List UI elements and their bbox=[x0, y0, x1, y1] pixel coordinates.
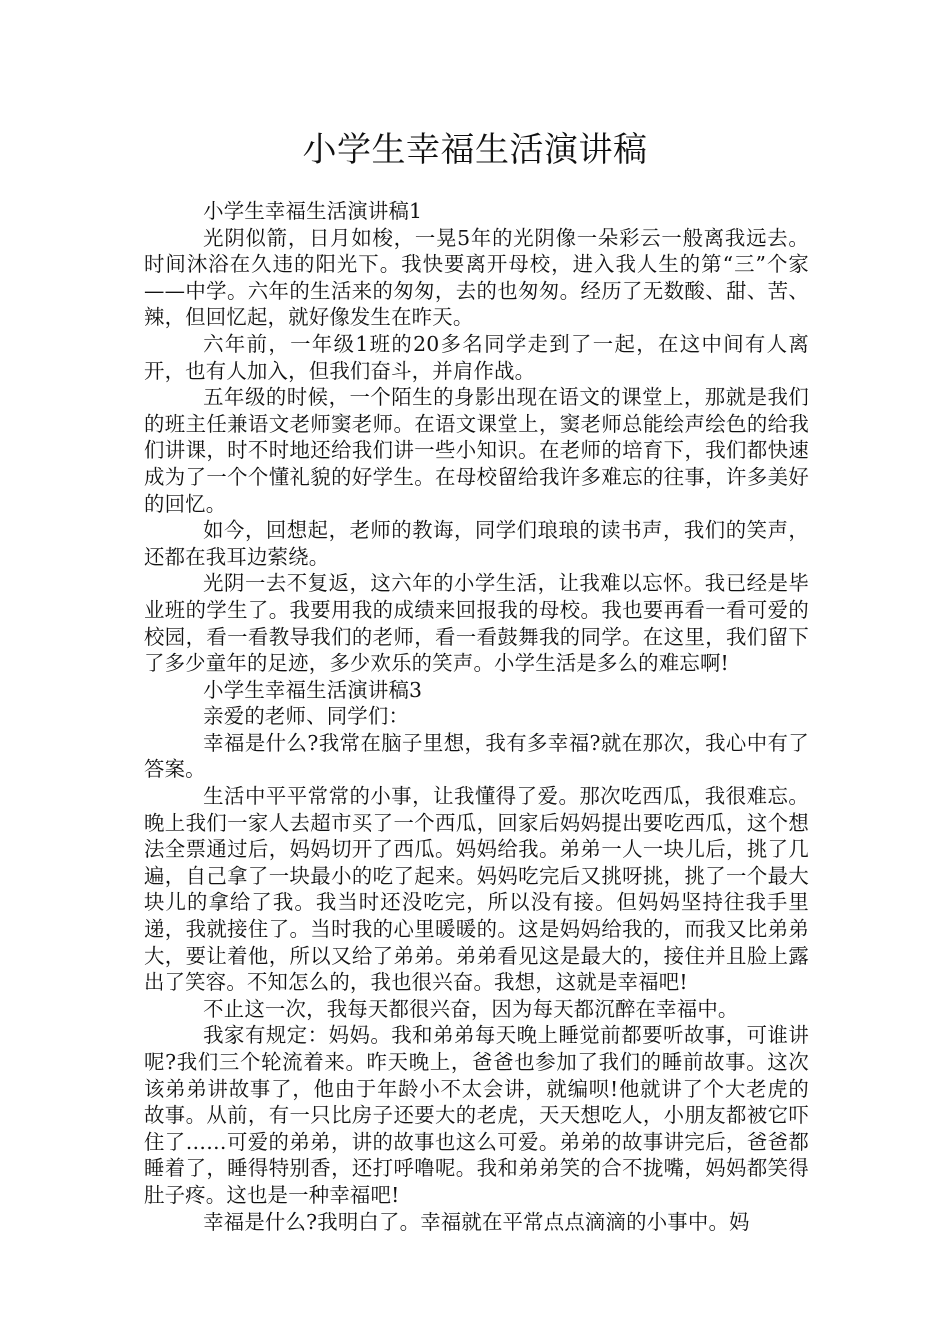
paragraph: 光阴似箭，日月如梭，一晃5年的光阴像一朵彩云一般离我远去。时间沐浴在久违的阳光下。我快要离开母校，进入我人生的第“三”个家——中学。六年的生活来的匆匆，去的也匆匆。经历了无数酸、甜、苦、辣，但回忆起，就好像发生在昨天。 bbox=[144, 225, 809, 330]
paragraph: 不止这一次，我每天都很兴奋，因为每天都沉醉在幸福中。 bbox=[203, 996, 739, 1021]
section-heading: 小学生幸福生活演讲稿1 bbox=[203, 199, 423, 223]
paragraph: 六年前，一年级1班的20多名同学走到了一起，在这中间有人离开，也有人加入，但我们奋斗，并肩作战。 bbox=[144, 331, 809, 383]
section-heading: 小学生幸福生活演讲稿3 bbox=[203, 677, 423, 702]
paragraph: 我家有规定：妈妈。我和弟弟每天晚上睡觉前都要听故事，可谁讲呢?我们三个轮流着来。昨天晚上，爸爸也参加了我们的睡前故事。这次该弟弟讲故事了，他由于年龄小不太会讲，就编呗!他就讲了个大老虎的故事。从前，有一只比房子还要大的老虎，天天想吃人，小朋友都被它吓住了……可爱的弟弟，讲的故事也这么可爱。弟弟的故事讲完后，爸爸都睡着了，睡得特别香，还打呼噜呢。我和弟弟笑的合不拢嘴，妈妈都笑得肚子疼。这也是一种幸福吧! bbox=[144, 1023, 809, 1207]
paragraph: 光阴一去不复返，这六年的小学生活，让我难以忘怀。我已经是毕业班的学生了。我要用我的成绩来回报我的母校。我也要再看一看可爱的校园，看一看教导我们的老师，看一看鼓舞我的同学。在这里，我们留下了多少童年的足迹，多少欢乐的笑声。小学生活是多么的难忘啊! bbox=[144, 571, 809, 676]
document-body bbox=[144, 198, 809, 1235]
document-title: 小学生幸福生活演讲稿 bbox=[302, 130, 648, 170]
paragraph: 五年级的时候，一个陌生的身影出现在语文的课堂上，那就是我们的班主任兼语文老师窦老师。在语文课堂上，窦老师总能绘声绘色的给我们讲课，时不时地还给我们讲一些小知识。在老师的培育下，我们都快速成为了一个个懂礼貌的好学生。在母校留给我许多难忘的往事，许多美好的回忆。 bbox=[144, 385, 809, 516]
paragraph: 生活中平平常常的小事，让我懂得了爱。那次吃西瓜，我很难忘。晚上我们一家人去超市买了一个西瓜，回家后妈妈提出要吃西瓜，这个想法全票通过后，妈妈切开了西瓜。妈妈给我。弟弟一人一块儿后，挑了几遍，自己拿了一块最小的吃了起来。妈妈吃完后又挑呀挑，挑了一个最大块儿的拿给了我。我当时还没吃完，所以没有接。但妈妈坚持往我手里递，我就接住了。当时我的心里暖暖的。这是妈妈给我的，而我又比弟弟大，要让着他，所以又给了弟弟。弟弟看见这是最大的，接住并且脸上露出了笑容。不知怎么的，我也很兴奋。我想，这就是幸福吧! bbox=[144, 784, 809, 995]
paragraph: 幸福是什么?我常在脑子里想，我有多幸福?就在那次，我心中有了答案。 bbox=[144, 730, 809, 782]
paragraph: 幸福是什么?我明白了。幸福就在平常点点滴滴的小事中。妈 bbox=[203, 1209, 750, 1234]
paragraph: 如今，回想起，老师的教诲，同学们琅琅的读书声，我们的笑声，还都在我耳边萦绕。 bbox=[144, 518, 809, 569]
salutation: 亲爱的老师、同学们： bbox=[203, 704, 410, 729]
